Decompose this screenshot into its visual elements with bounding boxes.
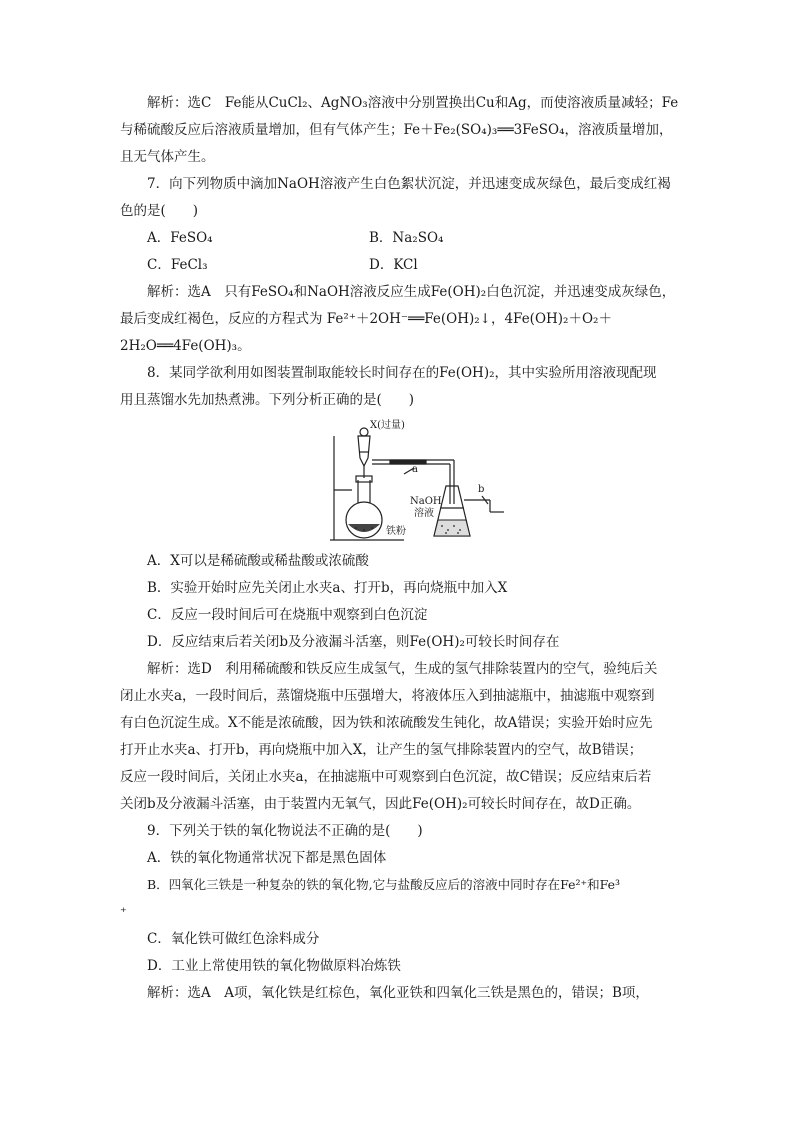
label-naoh: NaOH xyxy=(410,496,442,507)
question-7-option-d: D．KCl xyxy=(369,257,418,273)
label-solution: 溶液 xyxy=(414,508,434,519)
analysis-q8-line5: 反应一段时间后，关闭止水夹a，在抽滤瓶中可观察到白色沉淀，故C错误；反应结束后若 xyxy=(120,769,652,785)
question-7-option-a: A．FeSO₄ xyxy=(147,230,213,246)
question-7-option-c: C．FeCl₃ xyxy=(147,257,208,273)
label-a: a xyxy=(412,464,418,475)
label-iron-powder: 铁粉 xyxy=(386,526,406,537)
question-7-options-row1 xyxy=(120,227,680,249)
analysis-q7-line1: 解析：选A 只有FeSO₄和NaOH溶液反应生成Fe(OH)₂白色沉淀，并迅速变成灰绿色， xyxy=(147,284,676,300)
question-8-stem-line2: 用且蒸馏水先加热煮沸。下列分析正确的是( ) xyxy=(120,392,415,408)
question-8-option-a: A．X可以是稀硫酸或稀盐酸或浓硫酸 xyxy=(147,553,369,569)
analysis-q6-line2: 与稀硫酸反应后溶液质量增加，但有气体产生；Fe＋Fe₂(SO₄)₃══3FeSO₄，溶液质量增加， xyxy=(120,122,673,138)
question-9-option-b: B．四氧化三铁是一种复杂的铁的氧化物,它与盐酸反应后的溶液中同时存在Fe²⁺和Fe³ xyxy=(147,877,621,892)
naoh-solution xyxy=(434,520,470,536)
apparatus-diagram xyxy=(324,416,544,544)
document-page xyxy=(120,92,680,1009)
apparatus-figure xyxy=(324,416,544,544)
analysis-q8-line2: 闭止水夹a，一段时间后，蒸馏烧瓶中压强增大，将液体压入到抽滤瓶中，抽滤瓶中观察到 xyxy=(120,688,655,704)
analysis-q6-line3: 且无气体产生。 xyxy=(120,149,215,165)
question-8-option-b: B．实验开始时应先关闭止水夹a、打开b，再向烧瓶中加入X xyxy=(147,580,508,596)
analysis-q6-line1: 解析：选C Fe能从CuCl₂、AgNO₃溶液中分别置换出Cu和Ag，而使溶液质量减轻；Fe xyxy=(147,95,679,111)
analysis-q7-line3: 2H₂O══4Fe(OH)₃。 xyxy=(120,338,251,354)
question-9-option-c: C．氧化铁可做红色涂料成分 xyxy=(147,931,320,947)
question-7-stem-line1: 7．向下列物质中滴加NaOH溶液产生白色絮状沉淀，并迅速变成灰绿色，最后变成红褐 xyxy=(147,176,671,192)
question-9-option-d: D．工业上常使用铁的氧化物做原料冶炼铁 xyxy=(147,958,401,974)
label-x-excess: X(过量) xyxy=(370,420,405,431)
question-9-option-b-wrap: ⁺ xyxy=(120,904,127,919)
analysis-q9-line1: 解析：选A A项，氧化铁是红棕色，氧化亚铁和四氧化三铁是黑色的，错误；B项， xyxy=(147,985,649,1001)
analysis-q7-line2: 最后变成红褐色，反应的方程式为 Fe²⁺＋2OH⁻══Fe(OH)₂↓，4Fe(OH)₂＋O₂＋ xyxy=(120,311,612,327)
funnel-top xyxy=(360,428,368,436)
rubber-tube xyxy=(390,460,426,464)
question-7-option-b: B．Na₂SO₄ xyxy=(369,230,444,246)
question-7-options-row2 xyxy=(120,254,680,276)
label-b: b xyxy=(478,484,485,495)
analysis-q8-line6: 关闭b及分液漏斗活塞，由于装置内无氧气，因此Fe(OH)₂可较长时间存在，故D正确。 xyxy=(120,796,641,812)
question-7-stem-line2: 色的是( ) xyxy=(120,203,199,219)
analysis-q8-line4: 打开止水夹a、打开b，再向烧瓶中加入X，让产生的氢气排除装置内的空气，故B错误； xyxy=(120,742,643,758)
question-9-stem: 9．下列关于铁的氧化物说法不正确的是( ) xyxy=(147,823,423,839)
question-8-stem-line1: 8．某同学欲利用如图装置制取能较长时间存在的Fe(OH)₂，其中实验所用溶液现配现 xyxy=(147,365,657,381)
question-9-option-a: A．铁的氧化物通常状况下都是黑色固体 xyxy=(147,850,387,866)
analysis-q8-line3: 有白色沉淀生成。X不能是浓硫酸，因为铁和浓硫酸发生钝化，故A错误；实验开始时应先 xyxy=(120,715,653,731)
question-8-option-d: D．反应结束后若关闭b及分液漏斗活塞，则Fe(OH)₂可较长时间存在 xyxy=(147,634,560,650)
analysis-q8-line1: 解析：选D 利用稀硫酸和铁反应生成氢气，生成的氢气排除装置内的空气，验纯后关 xyxy=(147,661,658,677)
round-bottom-flask xyxy=(346,502,382,538)
separatory-funnel xyxy=(358,436,370,466)
question-8-option-c: C．反应一段时间后可在烧瓶中观察到白色沉淀 xyxy=(147,607,428,623)
